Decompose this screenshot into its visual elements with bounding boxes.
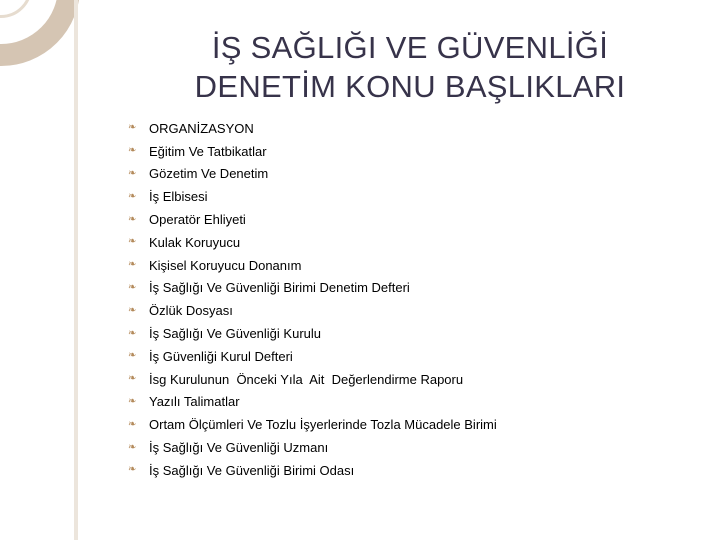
list-item — [128, 254, 497, 277]
list-item — [128, 459, 497, 482]
fleuron-bullet-icon: ❧ — [128, 441, 137, 453]
list-item — [128, 413, 497, 436]
fleuron-bullet-icon: ❧ — [128, 190, 137, 202]
list-item — [128, 391, 497, 414]
fleuron-bullet-icon: ❧ — [128, 259, 137, 271]
list-item-label: İş Sağlığı Ve Güvenliği Kurulu — [149, 326, 321, 342]
list-item — [128, 140, 497, 163]
list-item — [128, 322, 497, 345]
list-item — [128, 436, 497, 459]
list-item — [128, 277, 497, 300]
fleuron-bullet-icon: ❧ — [128, 395, 137, 407]
fleuron-bullet-icon: ❧ — [128, 373, 137, 385]
list-item-label: İş Sağlığı Ve Güvenliği Birimi Odası — [149, 462, 355, 478]
list-item — [128, 185, 497, 208]
fleuron-bullet-icon: ❧ — [128, 213, 137, 225]
list-item-label: Eğitim Ve Tatbikatlar — [149, 143, 267, 159]
list-item — [128, 345, 497, 368]
list-item — [128, 117, 497, 140]
decorative-vertical-line — [74, 0, 78, 540]
list-item-label: İş Elbisesi — [149, 189, 208, 205]
list-item — [128, 163, 497, 186]
fleuron-bullet-icon: ❧ — [128, 327, 137, 339]
slide-title — [150, 28, 670, 106]
list-item — [128, 299, 497, 322]
fleuron-bullet-icon: ❧ — [128, 281, 137, 293]
list-item-label: Kişisel Koruyucu Donanım — [149, 257, 302, 273]
list-item-label: ORGANİZASYON — [149, 120, 254, 136]
fleuron-bullet-icon: ❧ — [128, 418, 137, 430]
list-item — [128, 368, 497, 391]
slide-title-line-1: İŞ SAĞLIĞI VE GÜVENLİĞİ — [211, 30, 609, 65]
list-item-label: Operatör Ehliyeti — [149, 212, 246, 228]
list-item-label: Ortam Ölçümleri Ve Tozlu İşyerlerinde Tozla Mücadele Birimi — [149, 417, 497, 433]
fleuron-bullet-icon: ❧ — [128, 464, 137, 476]
fleuron-bullet-icon: ❧ — [128, 122, 137, 134]
list-item-label: Gözetim Ve Denetim — [149, 166, 269, 182]
topic-list — [128, 117, 497, 482]
list-item-label: İş Sağlığı Ve Güvenliği Uzmanı — [149, 440, 329, 456]
list-item — [128, 208, 497, 231]
list-item-label: Yazılı Talimatlar — [149, 394, 240, 410]
list-item-label: İsg Kurulunun Önceki Yıla Ait Değerlendirme Raporu — [149, 371, 464, 387]
list-item-label: Kulak Koruyucu — [149, 234, 241, 250]
fleuron-bullet-icon: ❧ — [128, 145, 137, 157]
list-item-label: İş Güvenliği Kurul Defteri — [149, 348, 293, 364]
list-item-label: İş Sağlığı Ve Güvenliği Birimi Denetim Defteri — [149, 280, 410, 296]
list-item-label: Özlük Dosyası — [149, 303, 233, 319]
fleuron-bullet-icon: ❧ — [128, 167, 137, 179]
fleuron-bullet-icon: ❧ — [128, 236, 137, 248]
fleuron-bullet-icon: ❧ — [128, 304, 137, 316]
list-item — [128, 231, 497, 254]
fleuron-bullet-icon: ❧ — [128, 350, 137, 362]
slide-title-line-2: DENETİM KONU BAŞLIKLARI — [194, 69, 626, 104]
